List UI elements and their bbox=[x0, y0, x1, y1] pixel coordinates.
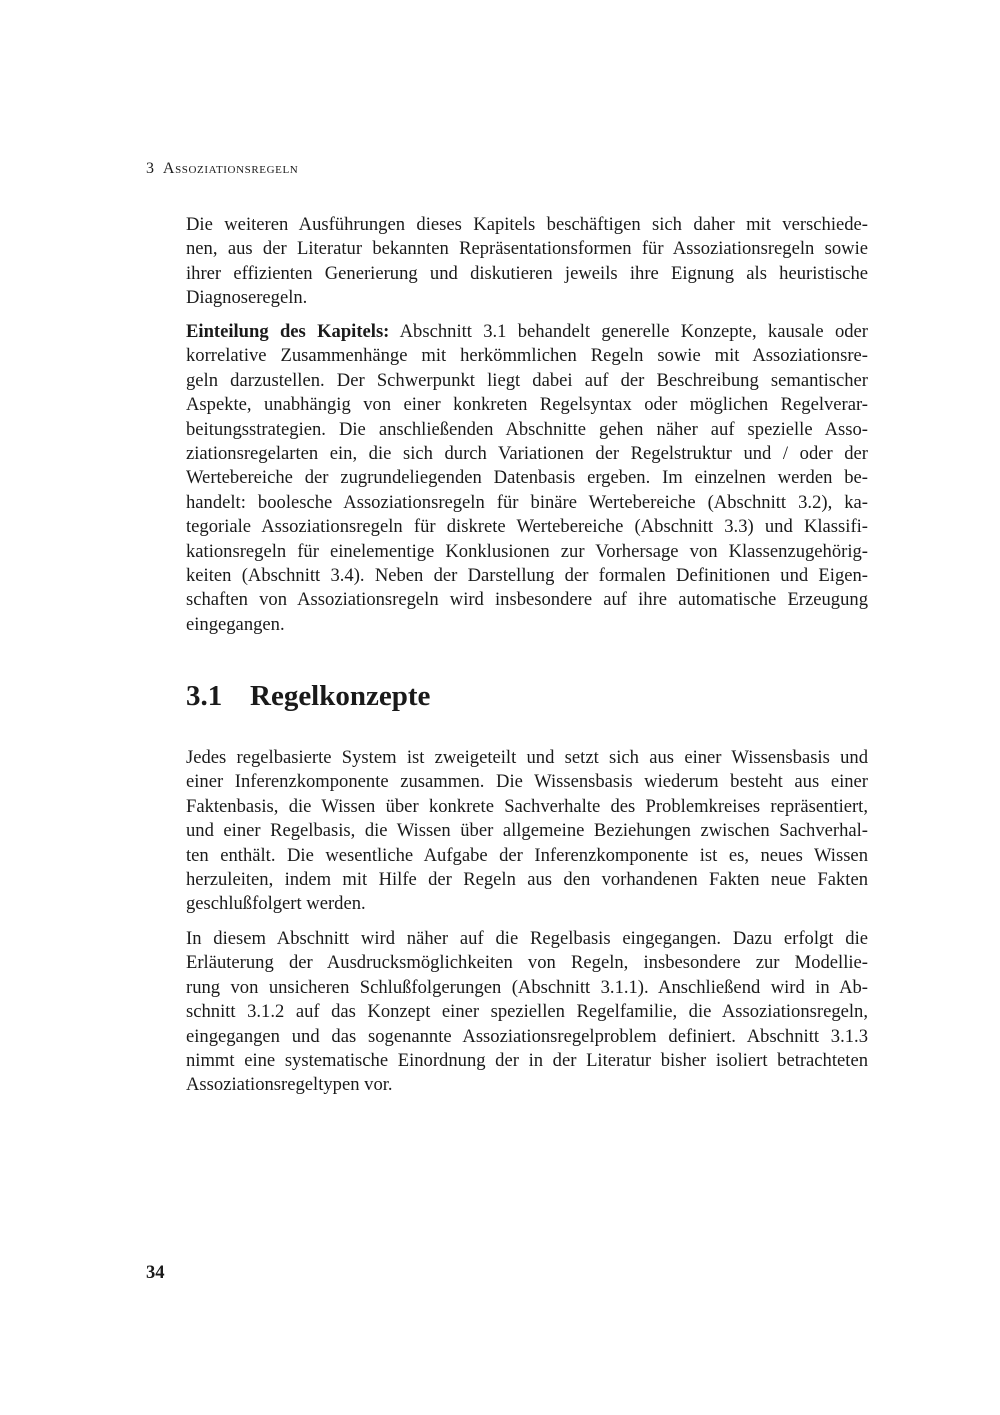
text-line: beitungsstrategien. Die anschließenden Abschnitte gehen näher auf spezielle Asso- bbox=[186, 418, 868, 440]
text-line: ihrer effizienten Generierung und diskutieren jeweils ihre Eignung als heuristische bbox=[186, 262, 868, 284]
text-run: Abschnitt 3.1 behandelt generelle Konzepte, kausale oder bbox=[389, 321, 868, 342]
text-line: herzuleiten, indem mit Hilfe der Regeln aus den vorhandenen Fakten neue Fakten bbox=[186, 869, 868, 891]
text-line: einer Inferenzkomponente zusammen. Die Wissensbasis wiederum besteht aus einer bbox=[186, 771, 868, 793]
text-line: geln darzustellen. Der Schwerpunkt liegt dabei auf der Beschreibung semantischer bbox=[186, 369, 868, 391]
text-line: kationsregeln für einelementige Konklusionen zur Vorhersage von Klassenzugehörig- bbox=[186, 540, 868, 562]
text-line: Faktenbasis, die Wissen über konkrete Sachverhalte des Problemkreises repräsentiert, bbox=[186, 795, 868, 817]
page-number: 34 bbox=[146, 1262, 165, 1283]
text-line: keiten (Abschnitt 3.4). Neben der Darstellung der formalen Definitionen und Eigen- bbox=[186, 565, 868, 587]
text-line: Jedes regelbasierte System ist zweigeteilt und setzt sich aus einer Wissensbasis und bbox=[186, 747, 868, 768]
text-line: rung von unsicheren Schlußfolgerungen (Abschnitt 3.1.1). Anschließend wird in Ab- bbox=[186, 976, 868, 998]
section-number: 3.1 bbox=[186, 680, 223, 712]
chapter-outline-paragraph bbox=[186, 320, 868, 637]
text-line bbox=[186, 320, 868, 344]
section-outline-paragraph bbox=[186, 927, 868, 1098]
section-title: Regelkonzepte bbox=[250, 680, 431, 712]
text-line: nen, aus der Literatur bekannten Repräsentationsformen für Assoziationsregeln sowie bbox=[186, 238, 868, 260]
intro-paragraph bbox=[186, 213, 868, 311]
text-line: eingegangen und das sogenannte Assoziationsregelproblem definiert. Abschnitt 3.1.3 bbox=[186, 1025, 868, 1047]
section-heading bbox=[186, 680, 430, 713]
text-line: Wertebereiche der zugrundeliegenden Datenbasis ergeben. Im einzelnen werden be- bbox=[186, 467, 868, 489]
text-line: korrelative Zusammenhänge mit herkömmlichen Regeln sowie mit Assoziationsre- bbox=[186, 345, 868, 367]
text-line: Die weiteren Ausführungen dieses Kapitels beschäftigen sich daher mit verschiede- bbox=[186, 214, 868, 235]
rule-systems-paragraph bbox=[186, 746, 868, 917]
text-line: Aspekte, unabhängig von einer konkreten Regelsyntax oder möglichen Regelverar- bbox=[186, 394, 868, 416]
text-line: Diagnoseregeln. bbox=[186, 287, 308, 309]
text-line: ziationsregelarten ein, die sich durch Variationen der Regelstruktur und / oder der bbox=[186, 443, 868, 465]
chapter-number: 3 bbox=[146, 160, 155, 177]
text-line: eingegangen. bbox=[186, 613, 285, 635]
paragraph-lead: Einteilung des Kapitels: bbox=[186, 321, 390, 342]
text-line: schaften von Assoziationsregeln wird insbesondere auf ihre automatische Erzeugung bbox=[186, 589, 868, 611]
text-line: ten enthält. Die wesentliche Aufgabe der Inferenzkomponente ist es, neues Wissen bbox=[186, 844, 868, 866]
text-line: Erläuterung der Ausdrucksmöglichkeiten von Regeln, insbesondere zur Modellie- bbox=[186, 952, 868, 974]
text-line: geschlußfolgert werden. bbox=[186, 893, 366, 915]
chapter-title: Assoziationsregeln bbox=[162, 160, 299, 177]
text-line: tegoriale Assoziationsregeln für diskrete Wertebereiche (Abschnitt 3.3) und Klassifi- bbox=[186, 516, 868, 538]
text-line: handelt: boolesche Assoziationsregeln für binäre Wertebereiche (Abschnitt 3.2), ka- bbox=[186, 491, 868, 513]
running-header bbox=[146, 160, 298, 178]
text-line: Assoziationsregeltypen vor. bbox=[186, 1074, 393, 1096]
text-line: schnitt 3.1.2 auf das Konzept einer speziellen Regelfamilie, die Assoziationsregeln, bbox=[186, 1001, 868, 1023]
text-line: und einer Regelbasis, die Wissen über allgemeine Beziehungen zwischen Sachverhal- bbox=[186, 820, 868, 842]
text-line: nimmt eine systematische Einordnung der in der Literatur bisher isoliert betrachteten bbox=[186, 1050, 868, 1072]
text-line: In diesem Abschnitt wird näher auf die Regelbasis eingegangen. Dazu erfolgt die bbox=[186, 928, 868, 949]
